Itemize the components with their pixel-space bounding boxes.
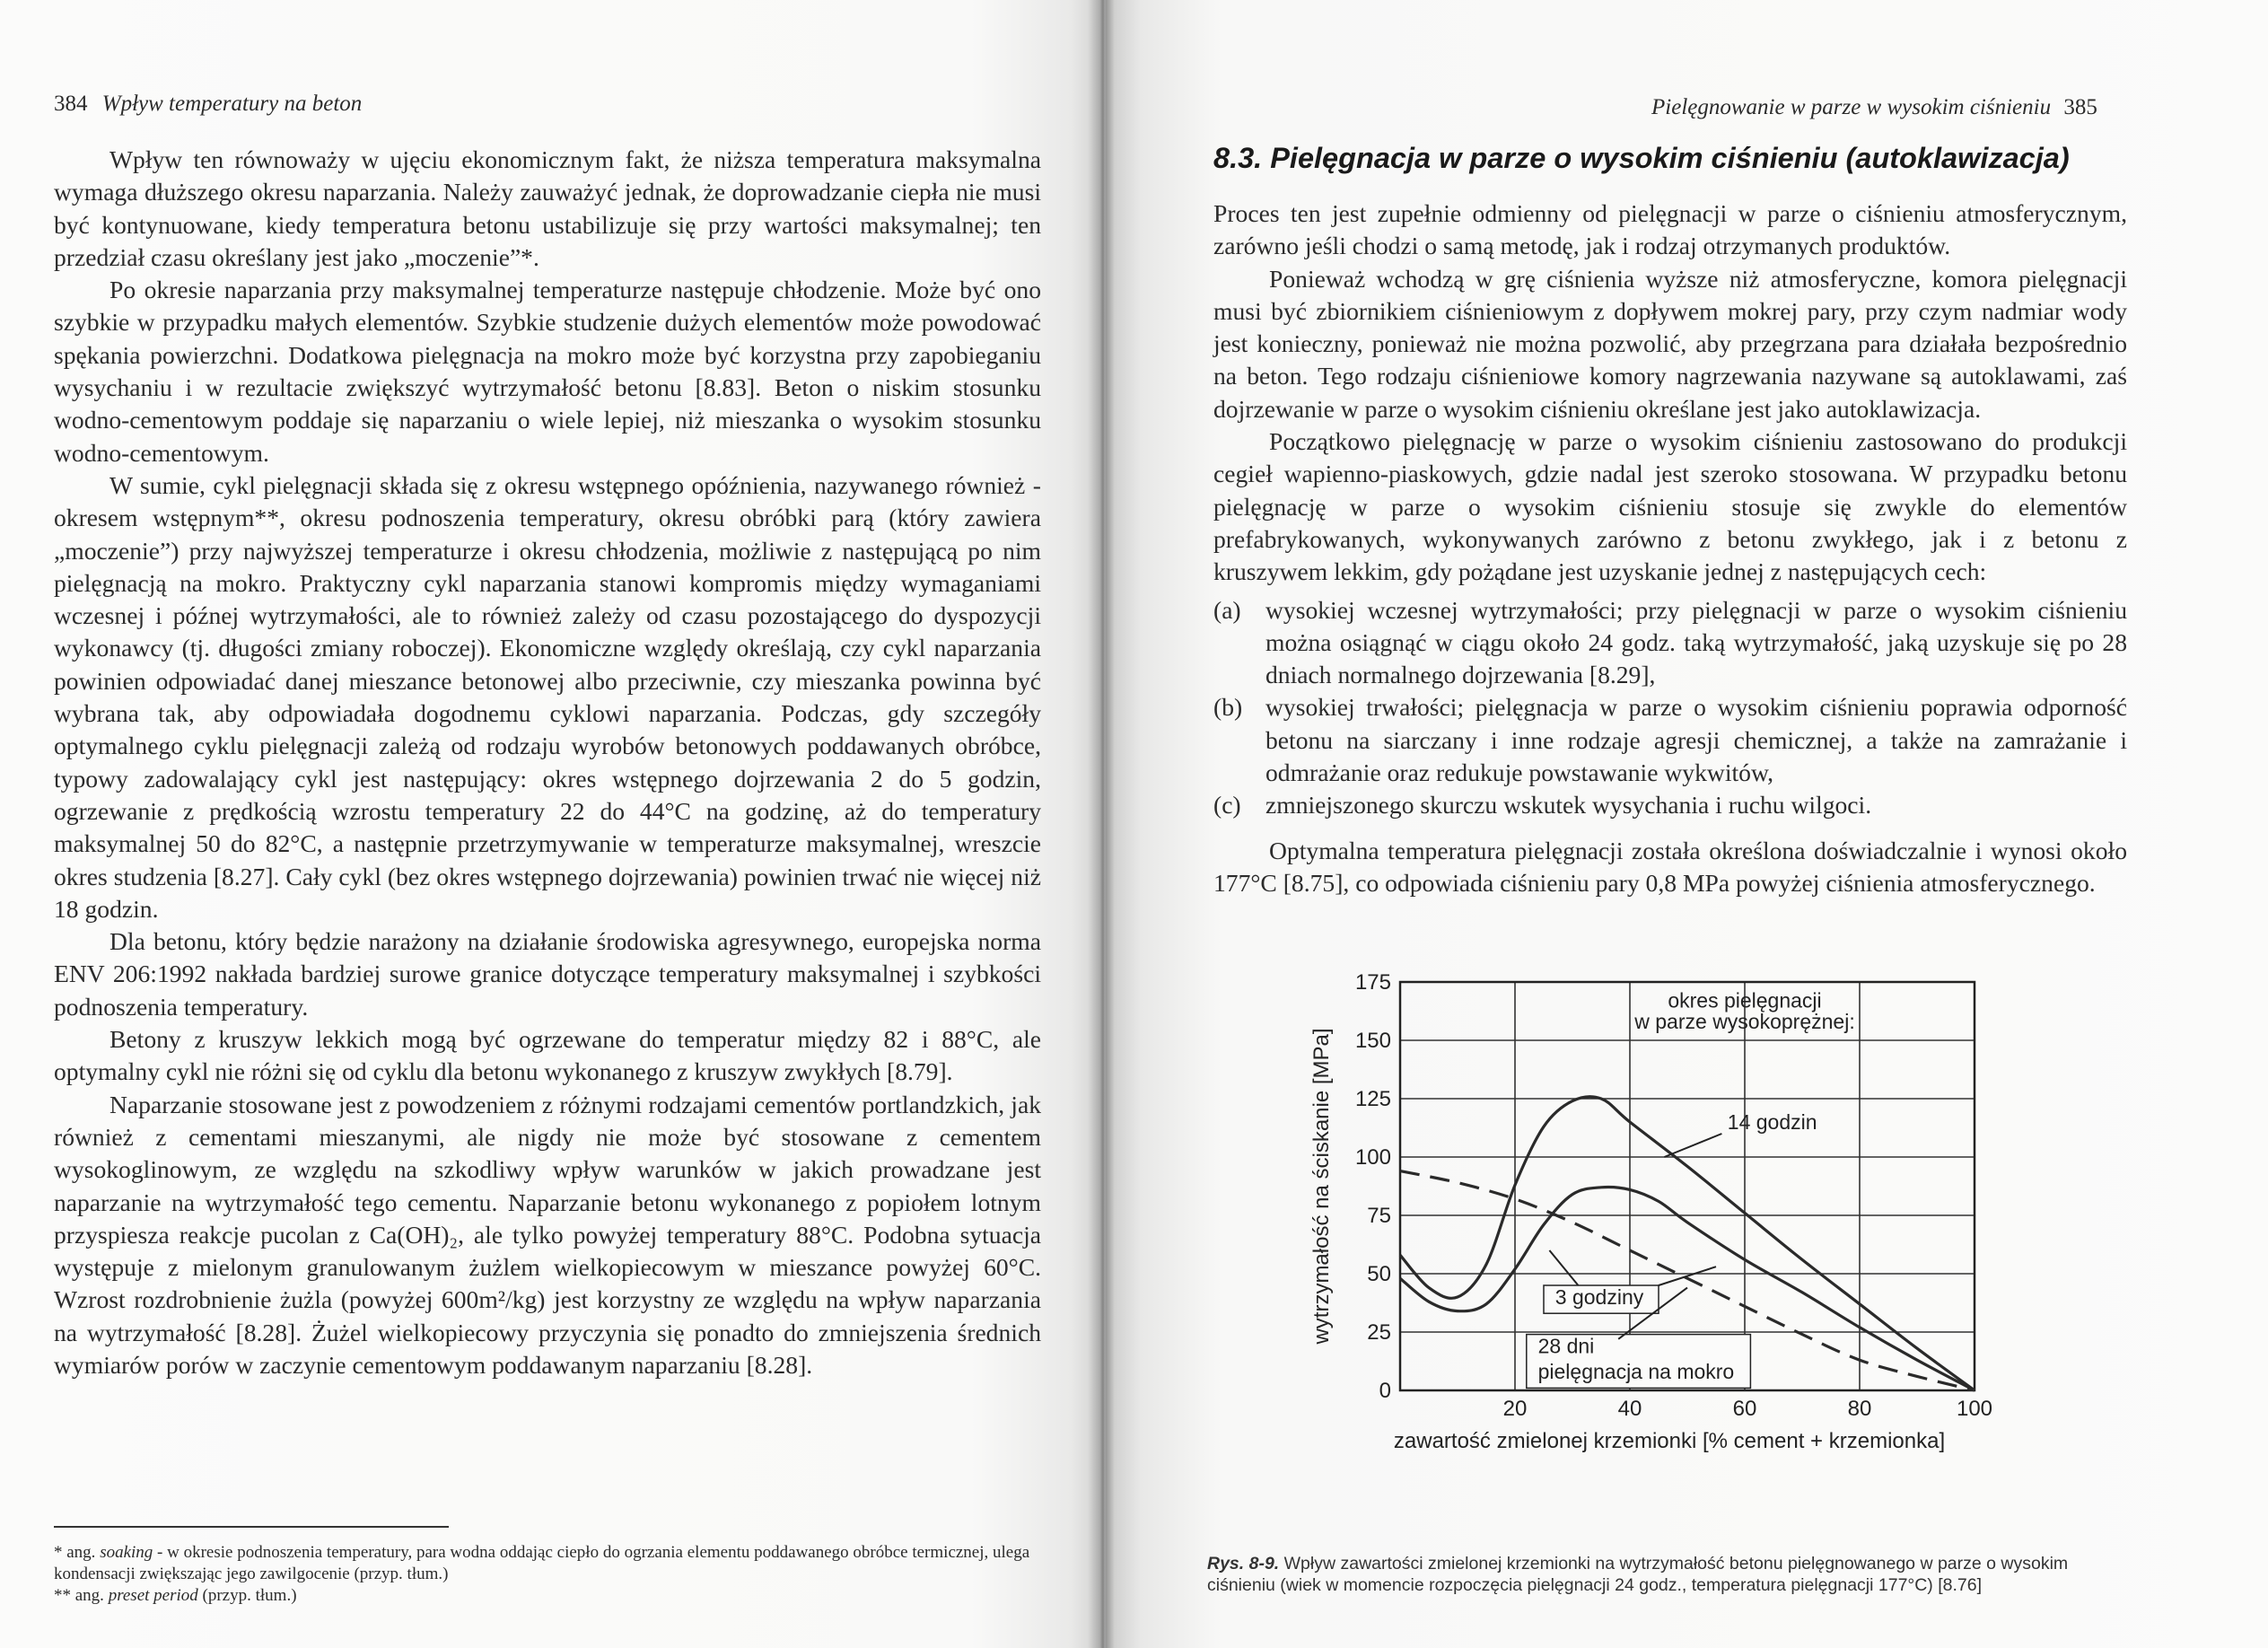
left-running-head (54, 92, 362, 117)
right-running-head (1651, 95, 2097, 120)
y-axis-label: wytrzymałość na ściskanie [MPa] (1309, 1028, 1334, 1345)
list-item-label: (c) (1213, 791, 1241, 820)
paragraph: Naparzanie stosowane jest z powodzeniem z różnymi rodzajami cementów portlandzkich, jak również z cementami mieszanymi, ale nigdy nie może być stosowane z cementem wysokoglinowym, ze względu na szkodliwy wpływ warunków w jakich prowadzane jest naparzanie na wytrzymałość tego cementu. Naparzanie betonu wykonanego z popiołem lotnym przyspiesza reakcje pucolan z Ca(OH)₂, ale tylko powyżej temperatury 88°C. Podobna sytuacja występuje z mielonym granulowanym żużlem wielkopiecowym w mieszance powyżej 60°C. Wzrost rozdrobnienie żużla (powyżej 600m²/kg) jest korzystny ze względu na wpływ naparzania na wytrzymałość [8.28]. Żużel wielkopiecowy przyczynia się ponadto do zmniejszenia średnich wymiarów porów w zaczynie cementowym poddawanym naparzaniu [8.28]. (54, 1090, 1041, 1379)
footnote-divider (54, 1526, 449, 1528)
x-tick-label: 60 (1732, 1397, 1757, 1421)
paragraph: Betony z kruszyw lekkich mogą być ogrzewane do temperatur między 82 i 88°C, ale optymalny cykl nie różni się od cyklu dla betonu wykonanego z kruszyw zwykłych [8.79]. (54, 1025, 1041, 1086)
footnote-term: preset period (108, 1586, 198, 1605)
list-item (1213, 691, 2127, 789)
x-tick-label: 40 (1617, 1397, 1642, 1421)
right-body-text (1213, 197, 2127, 899)
footnote-text: - w okresie podnoszenia temperatury, para wodna oddając ciepło do ogrzania elementu poddawanego obróbce termicznej, ulega kondensacji zwiększając jego zawilgocenie (przyp. tłum.) (54, 1543, 1030, 1583)
feature-list (1213, 594, 2127, 822)
left-page (0, 0, 1104, 1648)
y-tick-label: 75 (1367, 1204, 1391, 1228)
y-tick-label: 125 (1354, 1087, 1391, 1111)
x-tick-label: 80 (1847, 1397, 1872, 1421)
paragraph: Proces ten jest zupełnie odmienny od pielęgnacji w parze o ciśnieniu atmosferycznym, zarówno jeśli chodzi o samą metodę, jak i rodzaj otrzymanych produktów. (1213, 199, 2127, 260)
left-running-title: Wpływ temperatury na beton (101, 92, 363, 116)
caption-label: Rys. 8-9. (1207, 1554, 1280, 1573)
footnote-text: (przyp. tłum.) (202, 1586, 297, 1605)
list-item-text: zmniejszonego skurczu wskutek wysychania i ruchu wilgoci. (1265, 791, 1872, 820)
footnote-marker: * (54, 1543, 63, 1562)
list-item (1213, 594, 2127, 692)
footnote (54, 1585, 1050, 1607)
x-axis-label: zawartość zmielonej krzemionki [% cement + krzemionka] (1393, 1429, 1946, 1453)
paragraph: Ponieważ wchodzą w grę ciśnienia wyższe niż atmosferyczne, komora pielęgnacji musi być zbiornikiem ciśnieniowym z dopływem mokrej pary, przy czym nadmiar wody jest konieczny, ponieważ nie można pozwolić, aby przegrzana para działała bezpośrednio na beton. Tego rodzaju ciśnieniowe komory nagrzewania nazywane są autoklawami, zaś dojrzewanie w parze o wysokim ciśnieniu określane jest jako autoklawizacja. (1213, 264, 2127, 423)
strength-chart (1292, 962, 2100, 1483)
legend-title-line: okres pielęgnacji (1668, 988, 1822, 1012)
right-running-title: Pielęgnowanie w parze w wysokim ciśnieniu (1651, 95, 2052, 119)
paragraph: Po okresie naparzania przy maksymalnej temperaturze następuje chłodzenie. Może być ono szybkie w przypadku małych elementów. Szybkie studzenie dużych elementów może powodować spękania powierzchni. Dodatkowa pielęgnacja na mokro może być korzystna przy zapobieganiu wysychaniu i w rezultacie zwiększyć wytrzymałość betonu [8.83]. Beton o niskim stosunku wodno-cementowym poddaje się naparzaniu o wiele lepiej, niż mieszanka o wysokim stosunku wodno-cementowym. (54, 276, 1041, 467)
paragraph: Początkowo pielęgnację w parze o wysokim ciśnieniu zastosowano do produkcji cegieł wapienno-piaskowych, gdzie nadal jest szeroko stosowana. W przypadku betonu pielęgnację w parze o wysokim ciśnieniu stosuje się zwykle do elementów prefabrykowanych, wykonywanych zarówno z betonu zwykłego, jak i z betonu z kruszywem lekkim, gdy pożądane jest uzyskanie jednej z następujących cech: (1213, 427, 2127, 586)
footnote-marker: ** (54, 1586, 71, 1605)
footnote-prefix: ang. (74, 1586, 104, 1605)
y-tick-label: 25 (1367, 1320, 1391, 1345)
paragraph: Optymalna temperatura pielęgnacji została określona doświadczalnie i wynosi około 177°C [8.75], co odpowiada ciśnieniu pary 0,8 MPa powyżej ciśnienia atmosferycznego. (1213, 836, 2127, 897)
figure-caption (1207, 1553, 2141, 1596)
paragraph: Dla betonu, który będzie narażony na działanie środowiska agresywnego, europejska norma ENV 206:1992 nakłada bardziej surowe granice dotyczące temperatury maksymalnej i szybkości podnoszenia temperatury. (54, 927, 1041, 1021)
paragraph: W sumie, cykl pielęgnacji składa się z okresu wstępnego opóźnienia, nazywanego również - okresem wstępnym**, okresu podnoszenia temperatury, okresu obróbki parą (który zawiera „moczenie”) przy najwyższej temperaturze i okresu chłodzenia, możliwie z następującą po nim pielęgnacją na mokro. Praktyczny cykl naparzania stanowi kompromis między wymaganiami wczesnej i późnej wytrzymałości, ale to również zależy od czasu pozostającego do dyspozycji wykonawcy (tj. długości zmiany roboczej). Ekonomiczne względy określają, czy cykl naparzania powinien odpowiadać danej mieszance betonowej albo przeciwnie, czy mieszanka powinna być wybrana tak, aby odpowiadała dogodnemu cyklowi naparzania. Podczas, gdy szczegóły optymalnego cyklu pielęgnacji zależą od rodzaju wyrobów betonowych poddawanych obróbce, typowy zadowalający cykl jest następujący: okres wstępnego dojrzewania 2 do 5 godzin, ogrzewanie z prędkością wzrostu temperatury 22 do 44°C na godzinę, aż do temperatury maksymalnej 50 do 82°C, a następnie przetrzymywanie w temperaturze maksymalnej, wreszcie okres studzenia [8.27]. Cały cykl (bez okres wstępnego dojrzewania) powinien trwać nie więcej niż 18 godzin. (54, 470, 1041, 923)
book-spine-shadow (1088, 0, 1115, 1648)
annotation-leader (1664, 1134, 1721, 1157)
series-label-3h: 3 godziny (1554, 1284, 1644, 1309)
list-item-text: wysokiej wczesnej wytrzymałości; przy pielęgnacji w parze o wysokim ciśnieniu można osiągnąć w ciągu około 24 godz. taką wytrzymałość, jaką uzyskuje się po 28 dniach normalnego dojrzewania [8.29], (1265, 595, 2127, 689)
y-tick-label: 175 (1354, 970, 1391, 995)
series-label-14h: 14 godzin (1727, 1109, 1817, 1134)
footnote-prefix: ang. (66, 1543, 96, 1562)
paragraph: Wpływ ten równoważy w ujęciu ekonomicznym fakt, że niższa temperatura maksymalna wymaga dłuższego okresu naparzania. Należy zauważyć jednak, że doprowadzanie ciepła nie musi być kontynuowane, kiedy temperatura betonu ustabilizuje się przy wartości maksymalnej; ten przedział czasu określany jest jako „moczenie”*. (54, 145, 1041, 271)
legend-title-line: w parze wysokoprężnej: (1634, 1010, 1855, 1033)
list-item-label: (b) (1213, 693, 1243, 722)
section-heading: 8.3. Pielęgnacja w parze o wysokim ciśnieniu (autoklawizacja) (1213, 142, 2070, 174)
y-tick-label: 50 (1367, 1262, 1391, 1286)
chart-grid (1400, 982, 1975, 1390)
y-tick-label: 0 (1379, 1379, 1391, 1403)
list-item-label: (a) (1213, 595, 1241, 624)
annotation-leader (1549, 1250, 1578, 1285)
series-label-28d: 28 dni (1537, 1334, 1595, 1358)
list-item-text: wysokiej trwałości; pielęgnacja w parze o wysokim ciśnieniu poprawia odporność betonu na siarczany i inne rodzaje agresji chemicznej, a także na zamrażanie i odmrażanie oraz redukuje powstawanie wykwitów, (1265, 693, 2127, 787)
plot-frame (1400, 982, 1975, 1390)
footnotes (54, 1542, 1050, 1607)
y-tick-label: 150 (1354, 1029, 1391, 1053)
list-item (1213, 789, 2127, 821)
footnote-term: soaking (100, 1543, 153, 1562)
y-tick-label: 100 (1354, 1145, 1391, 1170)
left-page-number: 384 (54, 92, 88, 116)
x-tick-label: 20 (1502, 1397, 1528, 1421)
right-page-number: 385 (2063, 95, 2097, 119)
series-label-wet-curing: pielęgnacja na mokro (1537, 1360, 1735, 1383)
footnote (54, 1542, 1050, 1585)
left-body-text (54, 144, 1041, 1381)
caption-text: Wpływ zawartości zmielonej krzemionki na wytrzymałość betonu pielęgnowanego w parze o wysokim ciśnieniu (wiek w momencie rozpoczęcia pielęgnacji 24 godz., temperatura pielęgnacji 177°C) [8.76] (1207, 1554, 2069, 1595)
x-tick-label: 100 (1956, 1397, 1993, 1421)
